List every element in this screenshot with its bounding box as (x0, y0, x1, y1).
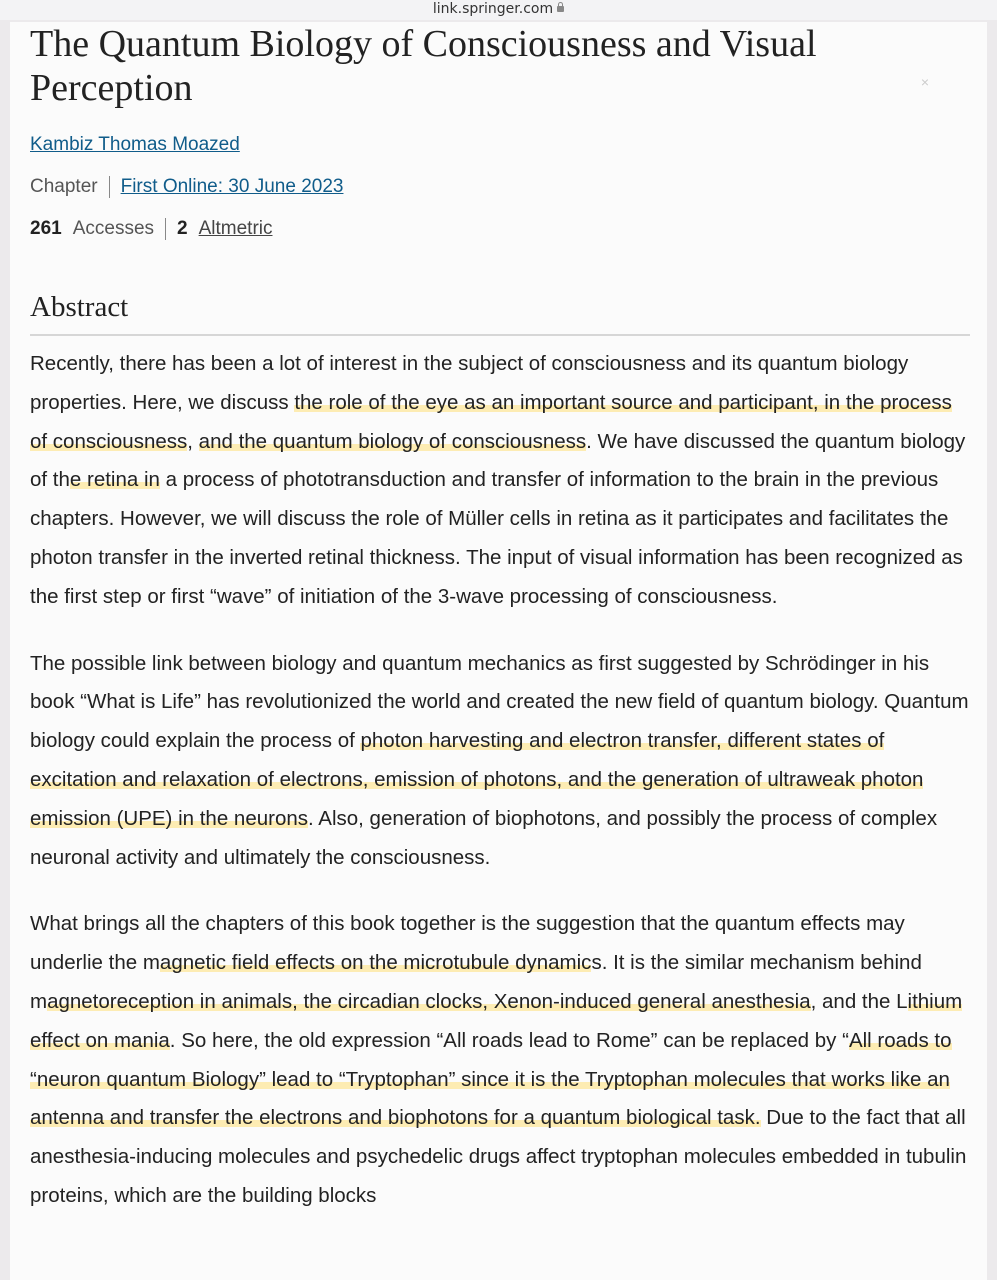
accesses-count: 261 (30, 218, 62, 239)
url-text: link.springer.com (432, 1, 554, 17)
highlighted-text: photon harvesting and electron transfer, different states of excitation and relaxation of electrons, emission of photons, and the generation of ultraweak photon emission (UPE) in the neurons (30, 729, 924, 830)
article-page (10, 22, 987, 1280)
content-type: Chapter (30, 176, 98, 197)
highlighted-text: agnetic field effects on the microtubule dynamic (159, 951, 592, 975)
close-icon[interactable]: × (920, 74, 929, 90)
highlighted-text: the role of the eye as an important source and participant, in the process of consciousness (30, 390, 952, 453)
article-title: The Quantum Biology of Consciousness and Visual Perception (30, 23, 817, 109)
lock-icon (557, 6, 564, 12)
text-run: What brings all the chapters of this book together is the suggestion that the quantum effects may underlie the m (30, 912, 905, 975)
text-run: , and the L (810, 989, 908, 1013)
divider (165, 218, 166, 240)
metrics-row (30, 218, 970, 240)
altmetric-link[interactable]: Altmetric (198, 218, 273, 239)
text-run: Recently, there has been a lot of interest in the subject of consciousness and its quantum biology properties. Here, we discuss (30, 352, 909, 414)
article-content (30, 22, 970, 1216)
abstract-paragraph-3 (30, 905, 970, 1215)
text-run: . We have discussed the quantum biology of th (30, 429, 966, 492)
accesses-label: Accesses (72, 218, 155, 239)
author-row (30, 134, 970, 156)
abstract-paragraph-1 (30, 345, 970, 617)
highlighted-text: ithium effect on mania (30, 989, 963, 1052)
altmetric-count: 2 (177, 218, 188, 239)
abstract-heading: Abstract (30, 290, 970, 336)
highlighted-text: All roads to “neuron quantum Biology” lead to “Tryptophan” since it is the Tryptophan molecules that works like an antenna and transfer the electrons and biophotons for a quantum biological task. (30, 1028, 952, 1130)
text-run: The possible link between biology and quantum mechanics as first suggested by Schrödinger in his book “What is Life” has revolutionized the world and created the new field of quantum biology. Quantum biology could explain the process of (30, 651, 969, 753)
first-online-link[interactable]: First Online: 30 June 2023 (120, 176, 344, 197)
text-run: Due to the fact that all anesthesia-inducing molecules and psychedelic drugs affect tryptophan molecules embedded in tubulin proteins, which are the building blocks (30, 1106, 967, 1207)
publication-meta (30, 176, 970, 198)
text-run: . Also, generation of biophotons, and possibly the process of complex neuronal activity and ultimately the consciousness. (30, 806, 938, 869)
highlighted-text: e retina in (69, 468, 160, 492)
author-link[interactable]: Kambiz Thomas Moazed (30, 134, 240, 155)
highlighted-text: agnetoreception in animals, the circadian clocks, Xenon-induced general anesthesia (47, 989, 811, 1013)
text-run: . So here, the old expression “All roads lead to Rome” can be replaced by “ (169, 1028, 849, 1052)
text-run: s. It is the similar mechanism behind m (30, 951, 922, 1013)
highlighted-text: and the quantum biology of consciousness (198, 429, 587, 453)
text-run: , (187, 429, 199, 453)
divider (109, 176, 110, 198)
text-run: a process of phototransduction and transfer of information to the brain in the previous chapters. However, we will discuss the role of Müller cells in retina as it participates and facilitates the photon transfer in the inverted retinal thickness. The input of visual information has been recognized as the first step or first “wave” of initiation of the 3-wave processing of consciousness. (30, 468, 963, 608)
url-bar[interactable] (0, 0, 997, 20)
abstract-paragraph-2 (30, 645, 970, 878)
